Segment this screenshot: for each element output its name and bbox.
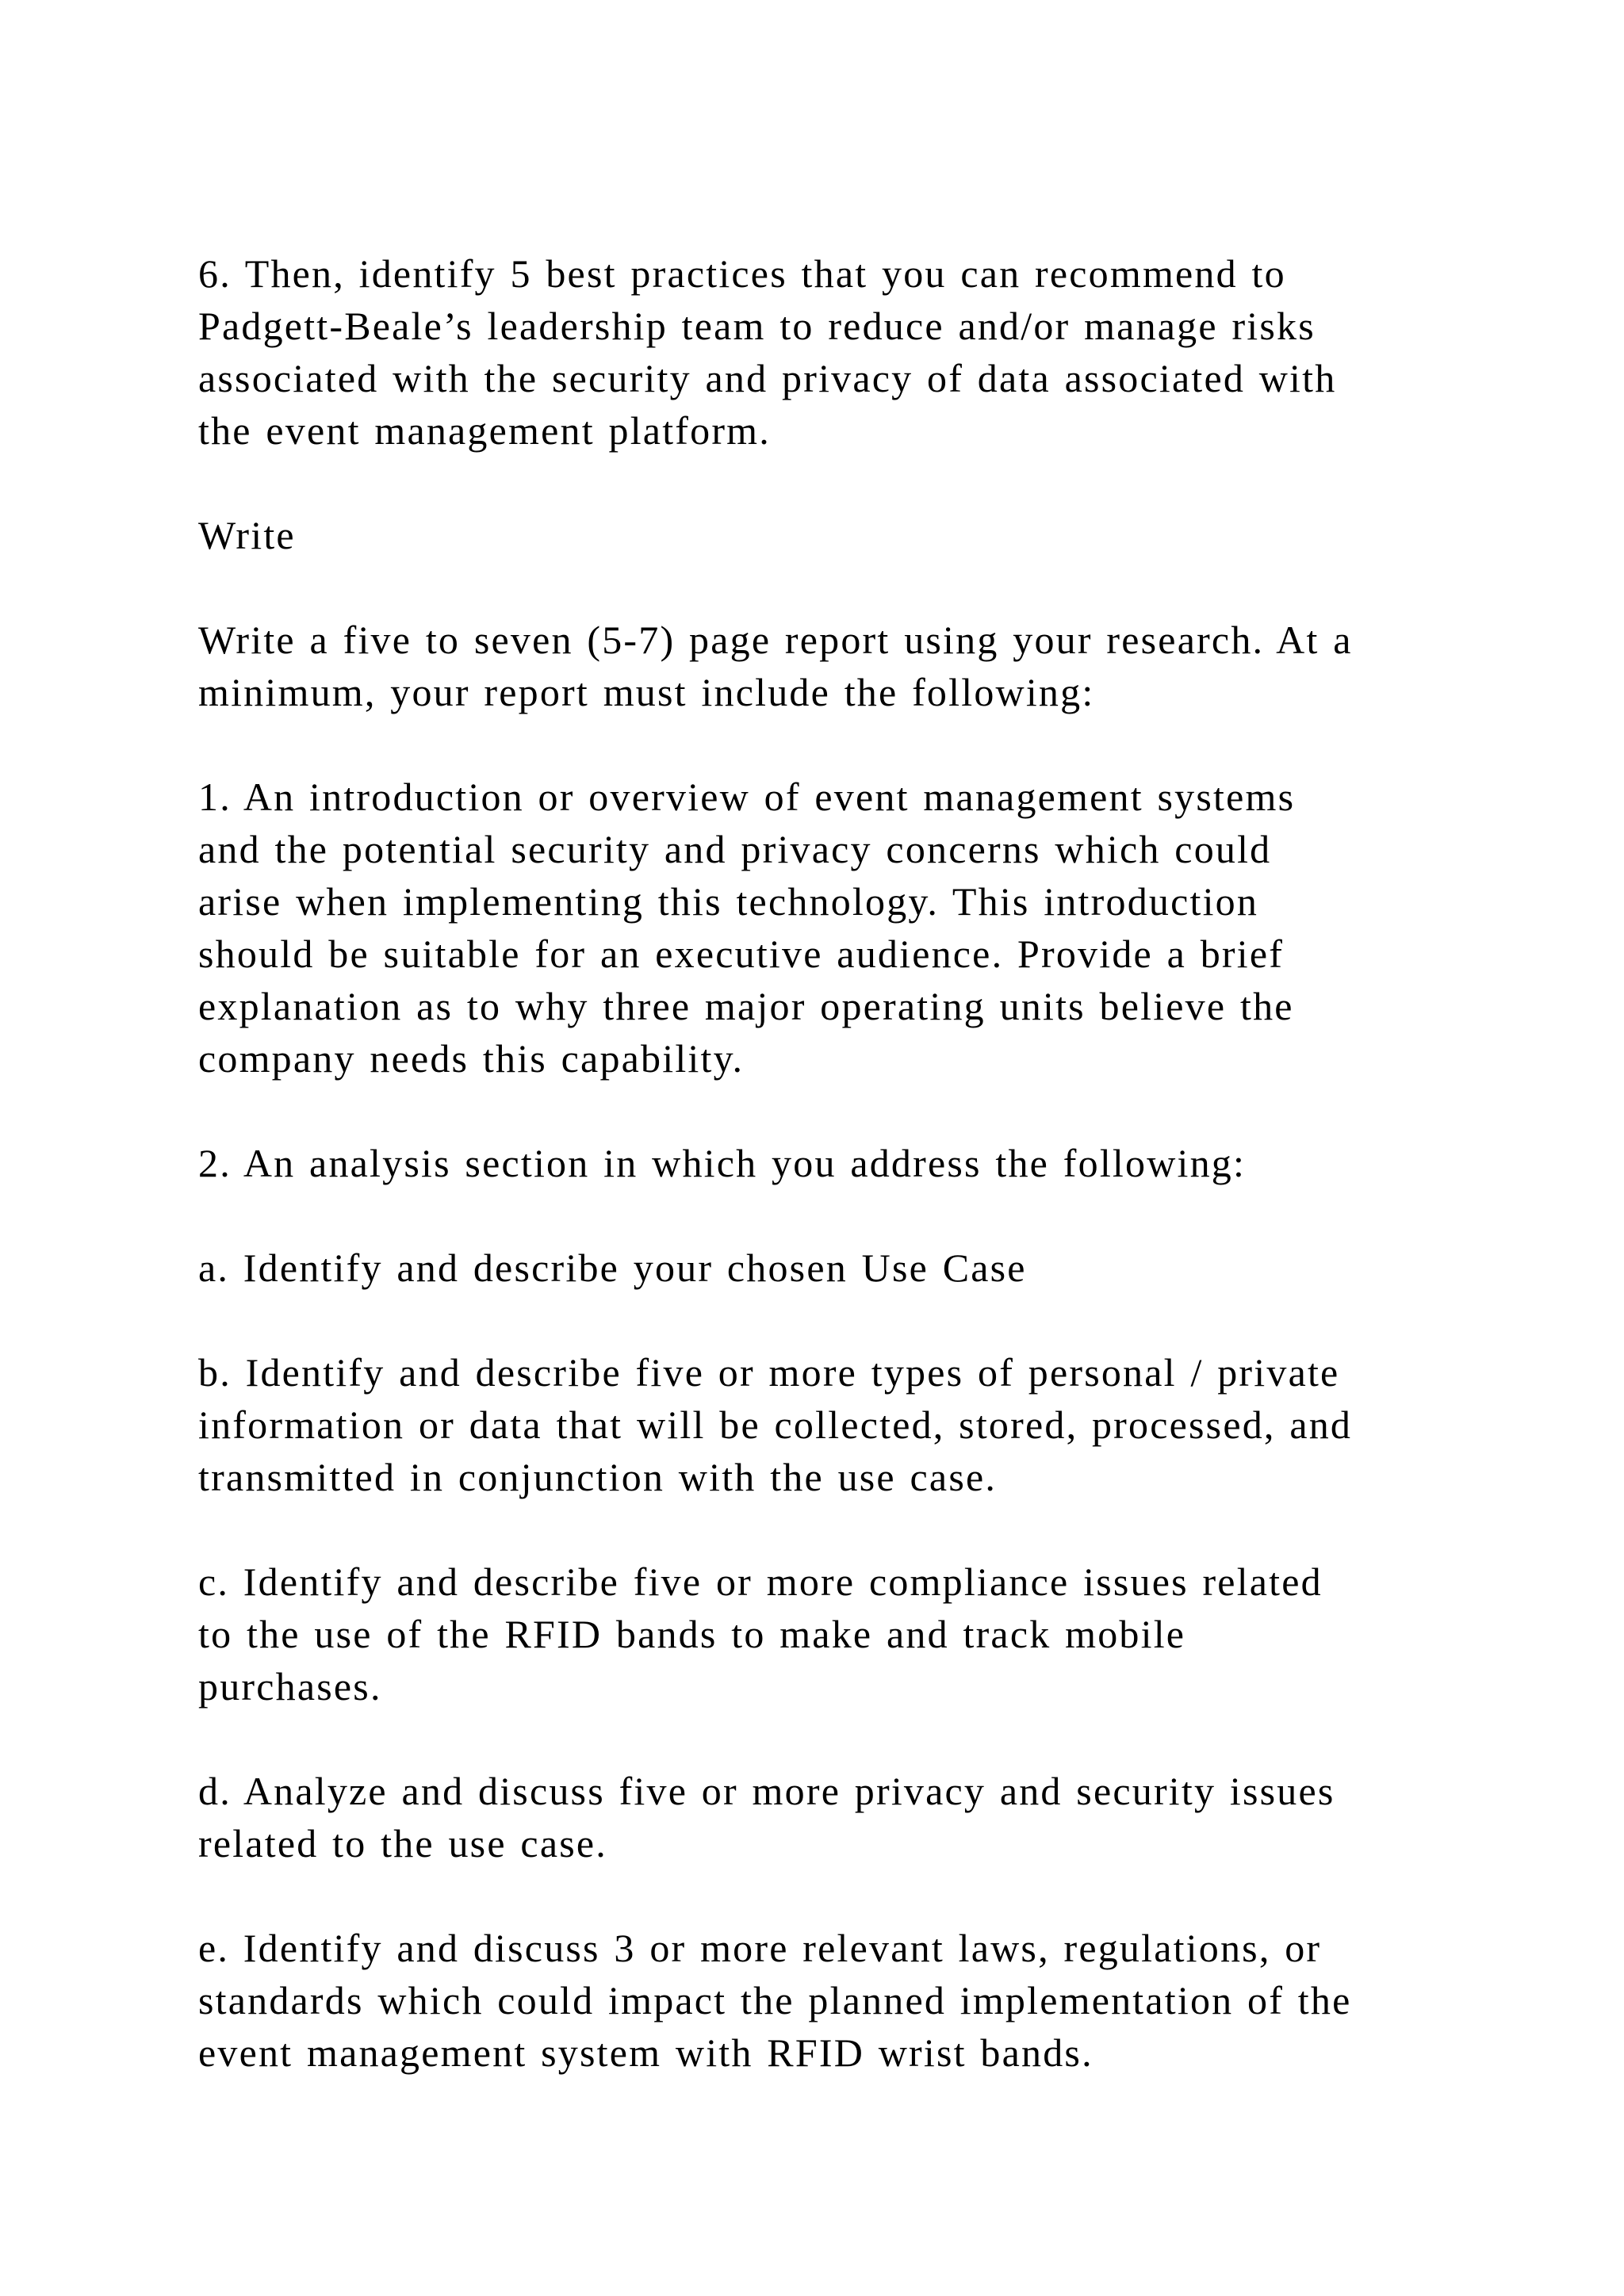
sub-item-use-case: a. Identify and describe your chosen Use Case: [198, 1246, 1027, 1290]
sub-item-privacy-security: d. Analyze and discuss five or more privacy and security issues related to the use case.: [198, 1769, 1335, 1866]
document-body: [198, 247, 1507, 2131]
section-heading-write: Write: [198, 513, 296, 557]
sub-item-compliance-issues: c. Identify and describe five or more compliance issues related to the use of the RFID bands to make and track mobile purchases.: [198, 1559, 1323, 1709]
list-item-introduction: 1. An introduction or overview of event management systems and the potential security and privacy concerns which could arise when implementing this technology. This introduction should be suitable for an executive audience. Provide a brief explanation as to why three major operating units believe the company needs this capability.: [198, 775, 1296, 1081]
paragraph-best-practices: 6. Then, identify 5 best practices that you can recommend to Padgett-Beale’s leadership team to reduce and/or manage risks associated with the security and privacy of data associated with the event management platform.: [198, 251, 1337, 453]
list-item-analysis-section: 2. An analysis section in which you address the following:: [198, 1141, 1247, 1185]
sub-item-personal-data: b. Identify and describe five or more types of personal / private information or data that will be collected, stored, processed, and transmitted in conjunction with the use case.: [198, 1350, 1353, 1499]
sub-item-laws-regulations: e. Identify and discuss 3 or more relevant laws, regulations, or standards which could impact the planned implementation of the event management system with RFID wrist bands.: [198, 1926, 1352, 2075]
paragraph-report-instructions: Write a five to seven (5-7) page report using your research. At a minimum, your report must include the following:: [198, 618, 1353, 714]
